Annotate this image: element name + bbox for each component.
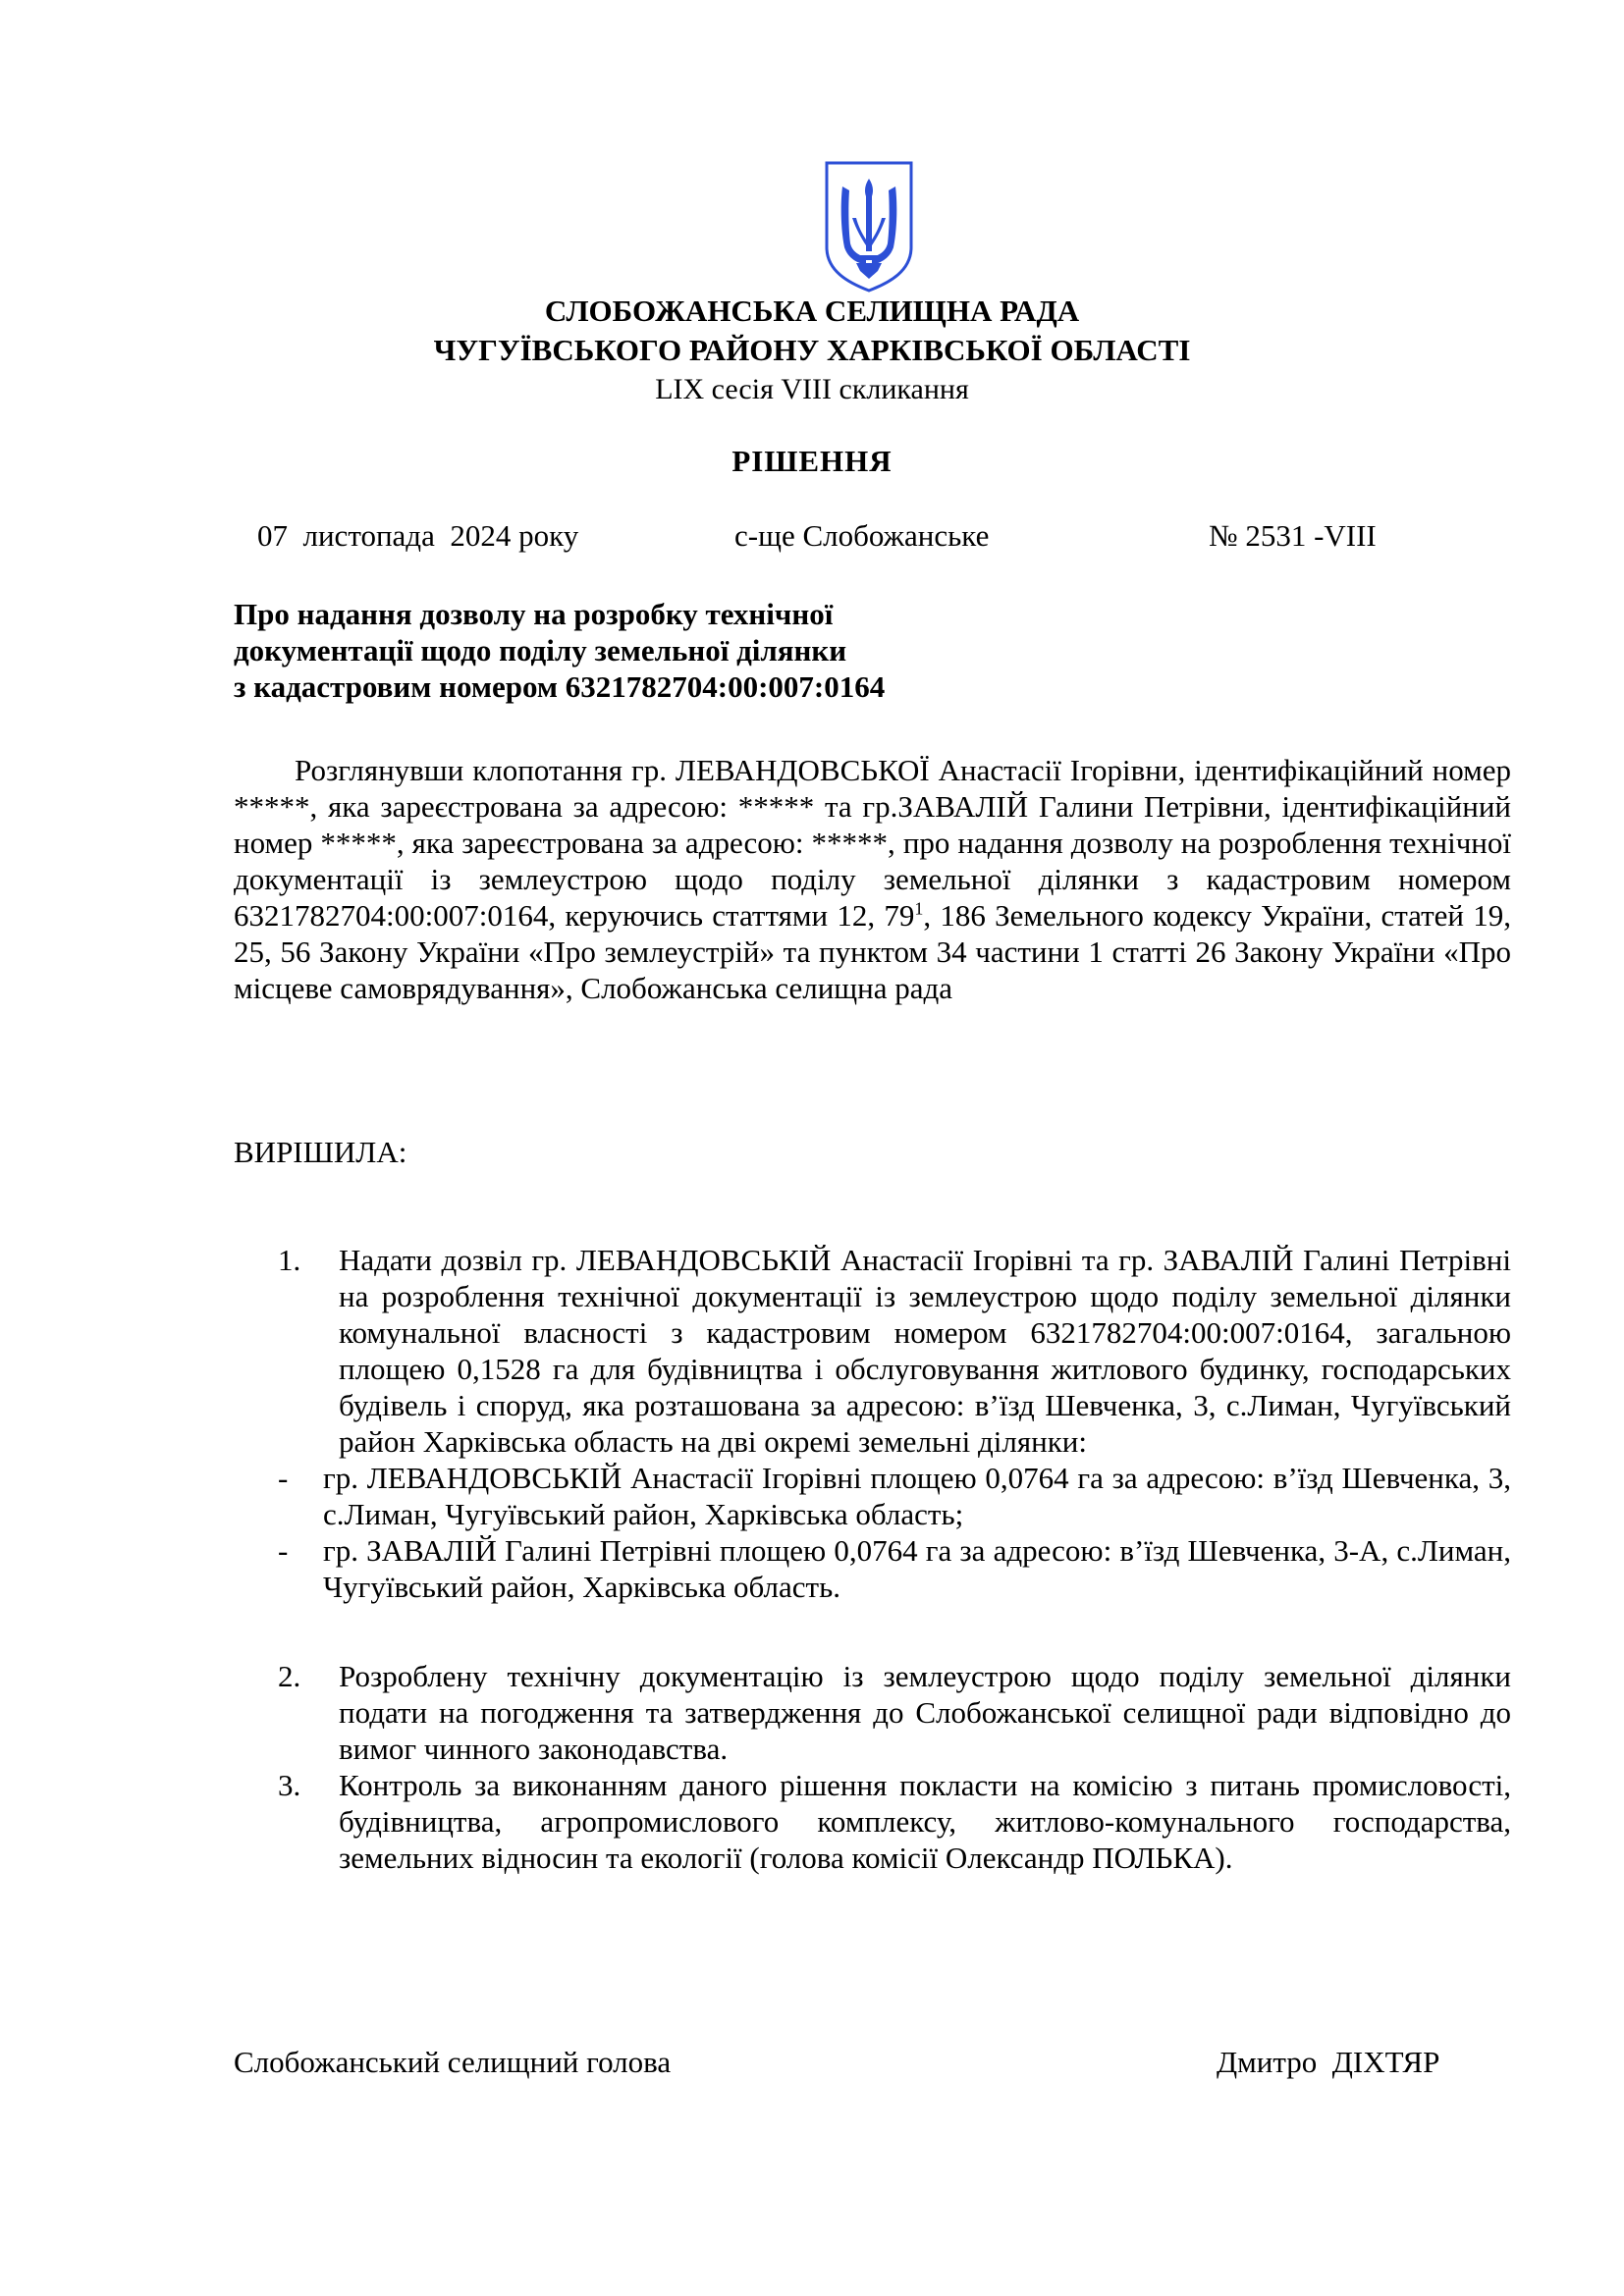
document-type-heading: РІШЕННЯ [731, 444, 893, 478]
decision-subitem [278, 1460, 1511, 1532]
decision-item-number: 3. [278, 1768, 301, 1802]
session-info: LIX сесія VIII скликання [655, 373, 969, 405]
decision-item [278, 1658, 1511, 1767]
resolved-heading: ВИРІШИЛА: [234, 1135, 407, 1169]
decision-title-line: документації щодо поділу земельної ділянки [234, 633, 847, 667]
preamble-superscript: 1 [914, 898, 924, 919]
decision-title-line: Про надання дозволу на розробку технічної [234, 597, 834, 631]
subitem-dash: - [278, 1461, 289, 1495]
preamble-text: Розглянувши клопотання гр. ЛЕВАНДОВСЬКОЇ Анастасії Ігорівни, ідентифікаційний номер *****, яка зареєстрована за адресою: ***** та гр.ЗАВАЛІЙ Галини Петрівни, ідентифікаційний номер *****, яка зареєстрована за адресою: *****, про надання дозволу на розроблення технічної документації із землеустрою щодо поділу земельної ділянки з кадастровим номером 6321782704:00:007:0164, керуючись статтями 12, 79 [234, 753, 1511, 933]
signature-name: Дмитро ДІХТЯР [1217, 2045, 1440, 2079]
preamble-text-continued: , 186 Земельного кодексу України, статей 19, 25, 56 Закону України «Про землеустрій» та пунктом 34 частини 1 статті 26 Закону України «Про місцеве самоврядування», Слобожанська селищна рада [234, 898, 1512, 1005]
decision-item [278, 1767, 1511, 1876]
decision-number: № 2531 -VIII [1209, 518, 1377, 553]
decision-item-text: Розроблену технічну документацію із землеустрою щодо поділу земельної ділянки подати на погодження та затвердження до Слобожанської селищної ради відповідно до вимог чинного законодавства. [339, 1659, 1511, 1766]
subitem-text: гр. ЛЕВАНДОВСЬКІЙ Анастасії Ігорівні площею 0,0764 га за адресою: в’їзд Шевченка, 3, с.Лиман, Чугуївський район, Харківська область; [323, 1461, 1511, 1531]
decision-item [278, 1242, 1511, 1605]
decision-title [234, 596, 1000, 705]
decision-date: 07 листопада 2024 року [257, 518, 579, 553]
subitem-dash: - [278, 1533, 289, 1568]
subitem-text: гр. ЗАВАЛІЙ Галині Петрівні площею 0,0764 га за адресою: в’їзд Шевченка, 3-А, с.Лиман, Чугуївський район, Харківська область. [323, 1533, 1511, 1604]
decision-title-line: з кадастровим номером 6321782704:00:007:0164 [234, 669, 886, 704]
decision-item-number: 1. [278, 1243, 301, 1277]
decision-item-text: Контроль за виконанням даного рішення покласти на комісію з питань промисловості, будівництва, агропромислового комплексу, житлово-комунального господарства, земельних відносин та екології (голова комісії Олександр ПОЛЬКА). [339, 1768, 1511, 1875]
decision-item-text: Надати дозвіл гр. ЛЕВАНДОВСЬКІЙ Анастасії Ігорівні та гр. ЗАВАЛІЙ Галині Петрівні на розроблення технічної документації із землеустрою щодо поділу земельної ділянки комунальної власності з кадастровим номером 6321782704:00:007:0164, загальною площею 0,1528 га для будівництва і обслуговування житлового будинку, господарських будівель і споруд, яка розташована за адресою: в’їзд Шевченка, 3, с.Лиман, Чугуївський район Харківська область на дві окремі земельні ділянки: [339, 1243, 1511, 1459]
decision-subitem [278, 1532, 1511, 1605]
preamble-paragraph [234, 752, 1511, 1006]
organization-district: ЧУГУЇВСЬКОГО РАЙОНУ ХАРКІВСЬКОЇ ОБЛАСТІ [433, 333, 1191, 367]
decision-item-number: 2. [278, 1659, 301, 1693]
ukraine-coat-of-arms-icon [823, 157, 915, 294]
decision-place: с-ще Слобожанське [734, 518, 990, 553]
signature-title: Слобожанський селищний голова [234, 2045, 672, 2079]
organization-name: СЛОБОЖАНСЬКА СЕЛИЩНА РАДА [544, 294, 1080, 328]
